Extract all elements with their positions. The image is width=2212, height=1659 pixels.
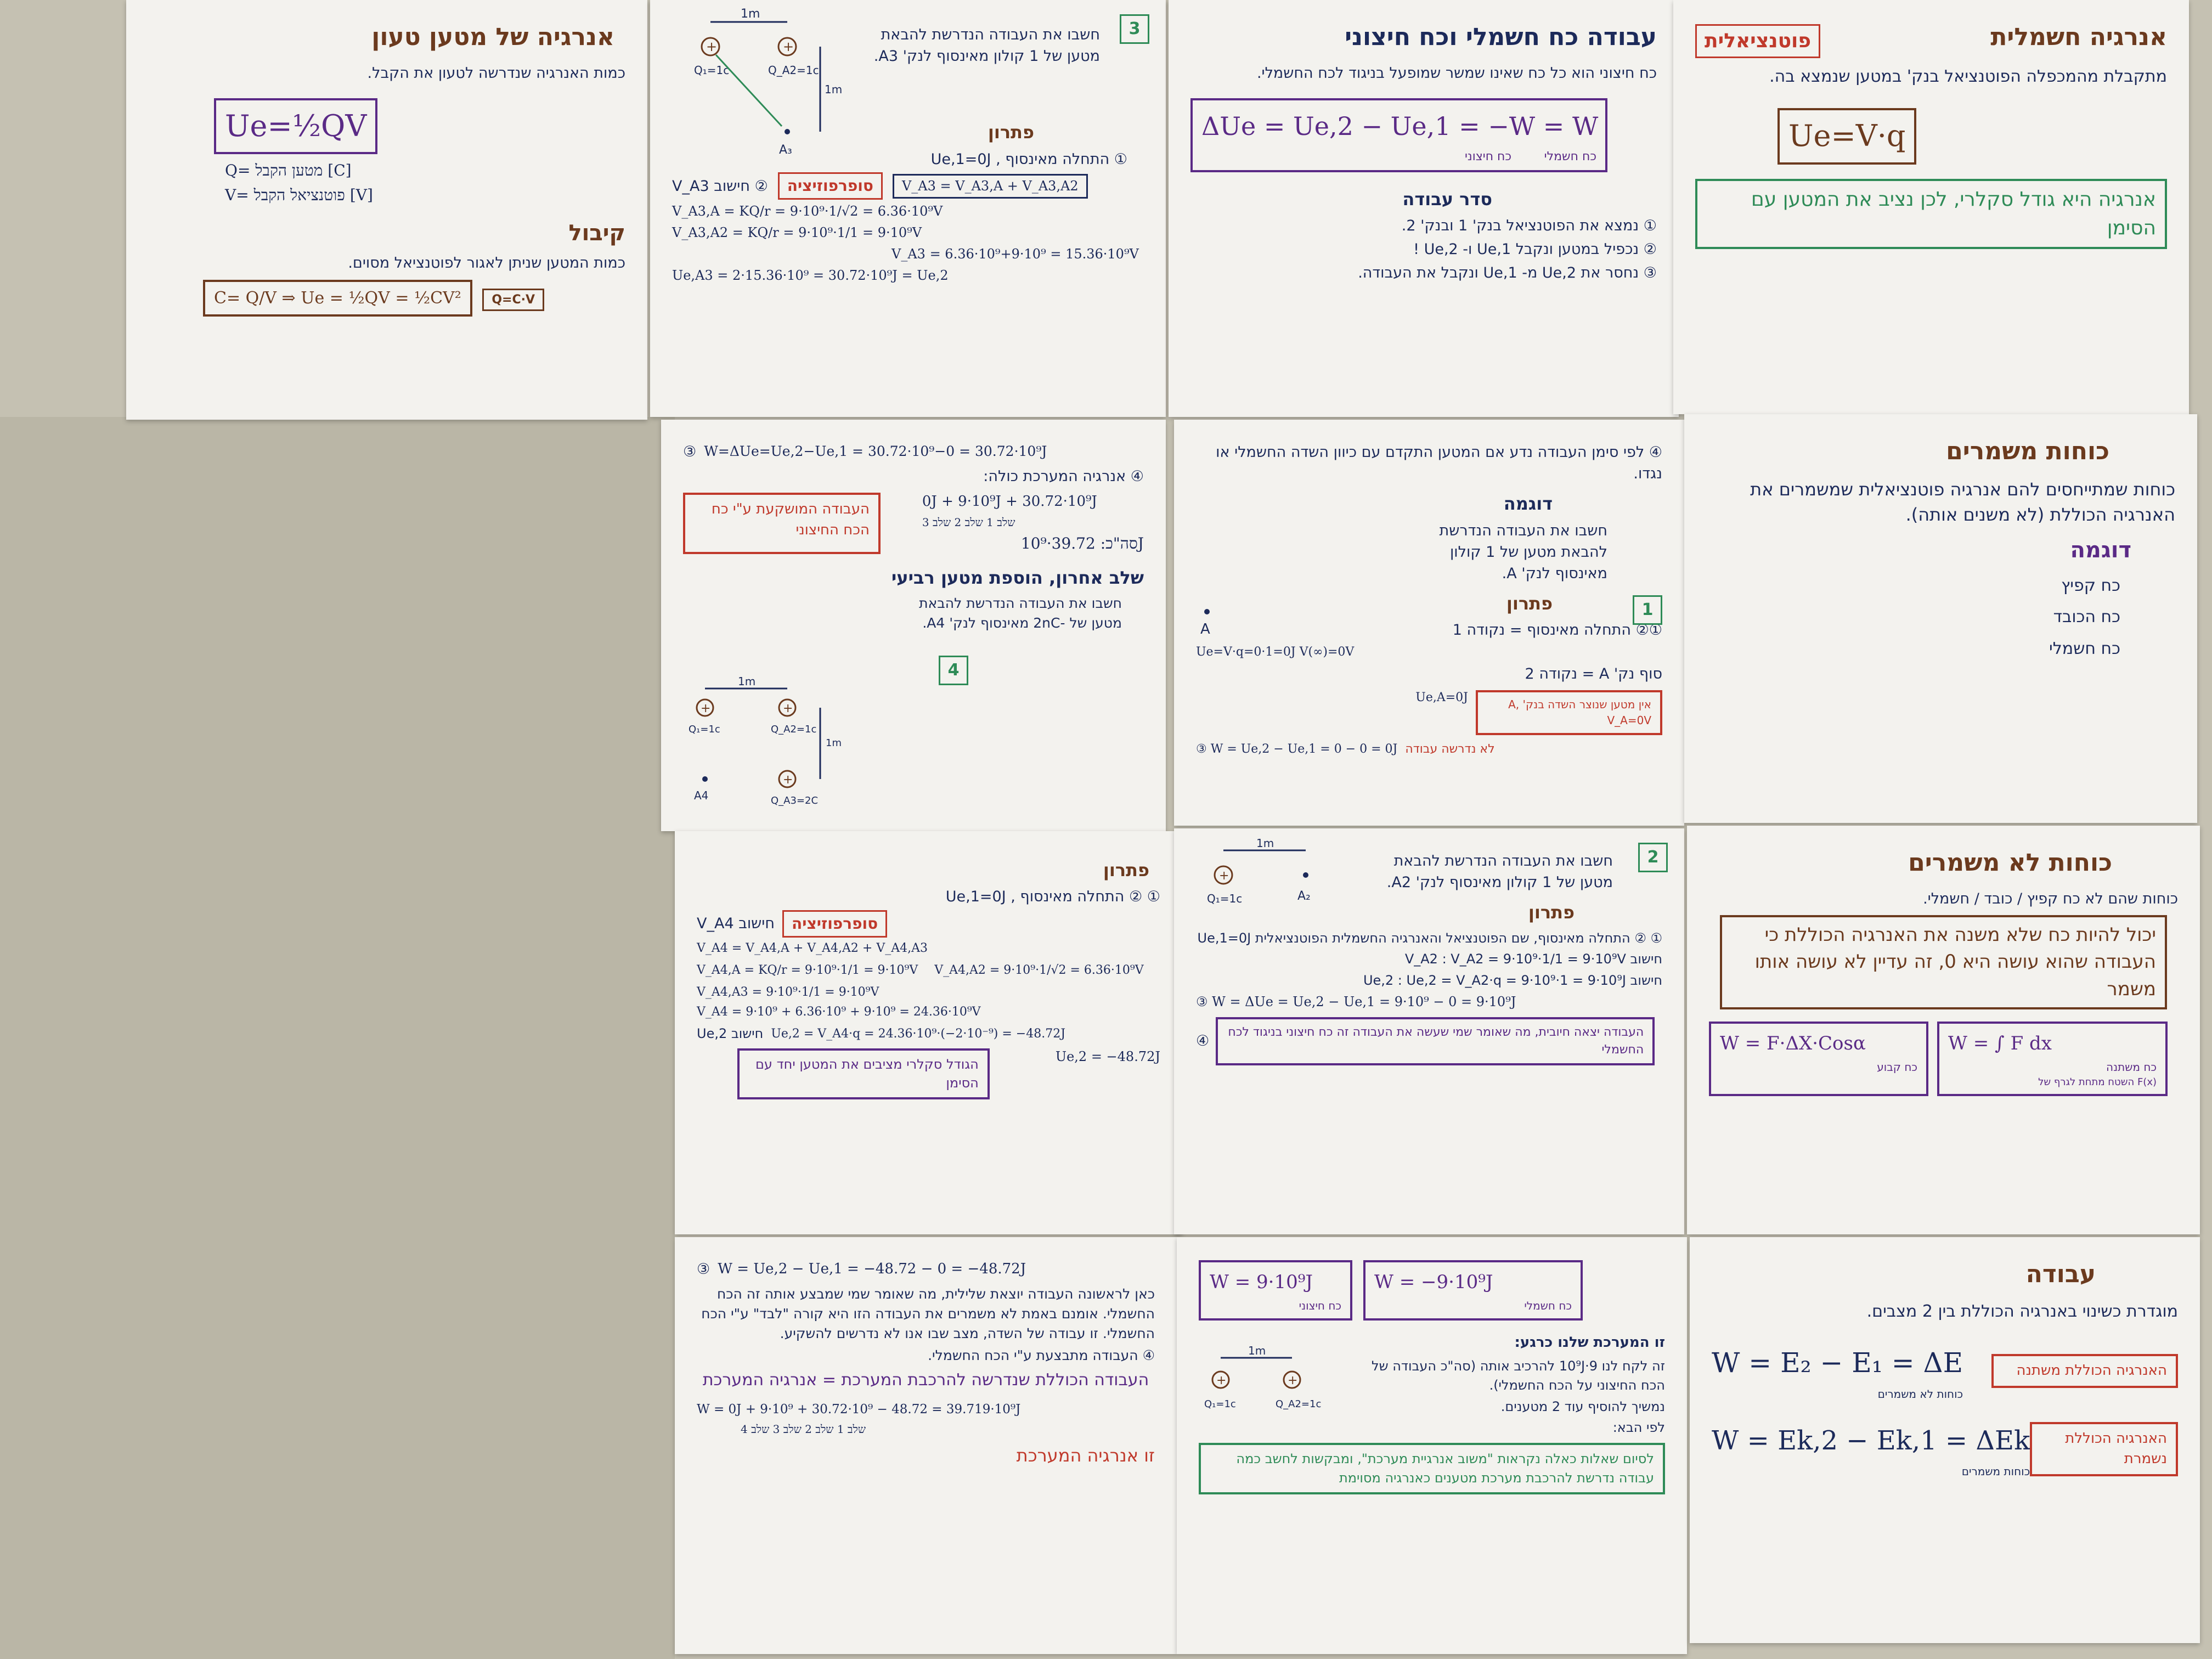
card-step-4 <box>661 420 1166 831</box>
card-text: ④ לפי סימן העבודה נדע אם המטען התקדם עם כיוון השדה החשמלי או נגדו. <box>1216 444 1662 483</box>
step-text: חישוב Ue,2 : Ue,2 = V_A2·q = 9·10⁹·1 = 9·10⁹J <box>1363 973 1662 989</box>
note-box: הגודל סקלרי מציבים את המטען יחד עם הסימן <box>737 1048 990 1100</box>
result-note: זו אנרגיה המערכת <box>1016 1444 1155 1466</box>
step-labels: שלב 1 שלב 2 שלב 3 שלב 4 <box>741 1422 866 1436</box>
card-capacitor-energy <box>126 0 647 420</box>
card-text: מוגדרת כשינוי באנרגיה הכוללת בין 2 מצבים. <box>1866 1301 2178 1321</box>
card-nonconservative-forces <box>1687 826 2200 1234</box>
example-number: 4 <box>939 656 968 685</box>
task-text: חשבו את העבודה הנדרשת להבאת מטען של 1 קולון מאינסוף לנק' A3. <box>873 26 1100 65</box>
card-text: כוחות שהם לא כח קפיץ / כובד / חשמלי. <box>1923 890 2178 907</box>
card-example-3 <box>650 0 1166 417</box>
card-solution-4 <box>675 831 1182 1234</box>
note-box: העבודה המושקעת ע"י כח הכח החיצוני <box>683 493 881 554</box>
formula: Ue=½QV <box>225 108 367 143</box>
formula-box <box>203 280 472 317</box>
plus-sign: + <box>1219 869 1229 883</box>
example-number: 1 <box>1633 595 1662 625</box>
point-label: A₃ <box>779 143 792 157</box>
card-text: זה לקח לנו 9·10⁹J להרכיב אותה (סה"כ העבודה של הכח החיצוני על הכח החשמלי). <box>1371 1358 1665 1393</box>
formula: Ue=V·q <box>1788 119 1906 154</box>
card-title: עבודה כח חשמלי וכח חיצוני <box>1345 23 1657 51</box>
plus-sign: + <box>783 39 794 54</box>
step-text: ④ אנרגיה המערכת כולה: <box>983 468 1144 486</box>
point-marker <box>702 776 708 782</box>
formula-note: השטח מתחת לגרף של F(x) <box>2038 1076 2157 1088</box>
step-text: ② חישוב V_A3 <box>672 177 768 195</box>
card-system-assembly <box>1177 1237 1687 1654</box>
subheading: פתרון <box>1506 593 1553 614</box>
card-example-1 <box>1174 420 1684 826</box>
result-note: לא נדרשה עבודה <box>1405 742 1495 756</box>
charge-label: Q₁=1c <box>1207 892 1243 905</box>
task-text: חשבו את העבודה הנדרשת להבאת מטען של 1 קולון מאינסוף לנק' A. <box>1439 522 1607 582</box>
card-text: כמות האנרגיה שנדרשה לטעון את הקבל. <box>367 64 625 82</box>
side-label: 1m <box>826 737 842 749</box>
point-diagram <box>1196 601 1229 645</box>
charge-diagram <box>1196 839 1339 933</box>
charge-label: Q_A2=1c <box>1276 1398 1322 1410</box>
formula-note: כח חשמלי <box>1524 1299 1572 1313</box>
plus-sign: + <box>783 702 793 715</box>
superposition-label: סופרפוזיציה <box>782 910 887 938</box>
plus-sign: + <box>701 702 711 715</box>
formula: Ue=V·q=0·1=0J V(∞)=0V <box>1196 645 1355 659</box>
list-item: כח הכובד <box>2053 607 2120 627</box>
formula: V_A4 = 9·10⁹ + 6.36·10⁹ + 9·10⁹ = 24.36·10⁹V <box>697 1005 981 1019</box>
formula: Ue,2 = V_A4·q = 24.36·10⁹·(−2·10⁻⁹) = −48.72J <box>771 1026 1066 1041</box>
formula-box <box>1937 1022 2168 1096</box>
formula: W = F·ΔX·Cosα <box>1720 1032 1866 1054</box>
charge-label: Q_A3=2C <box>771 795 819 806</box>
formula-note: כח קבוע <box>1877 1060 1917 1074</box>
formula-box <box>1709 1022 1928 1096</box>
formula-note: כח חיצוני <box>1299 1299 1341 1313</box>
formula: W = ∫ F dx <box>1948 1032 2052 1054</box>
distance-label: 1m <box>741 7 760 21</box>
plus-sign: + <box>1288 1374 1298 1387</box>
list-item: ② נכפיל במטען ונקבל Ue,1 ו- Ue,2 ! <box>1413 241 1657 258</box>
formula: V_A3,A = KQ/r = 9·10⁹·1/√2 = 6.36·10⁹V <box>672 204 943 219</box>
card-text: כאן לראשונה העבודה יוצאת שלילית, מה שאומר שמי שמבצע אותה זה הכח החשמלי. אומנם באמת לא משמרים את העבודה הזו היא קורה "לבד" ע"י הכח החשמלי. זו עבודה של השדה, מצב שבו אנו לא נדרשים להשקיע. <box>701 1285 1155 1342</box>
charge-diagram <box>672 5 843 170</box>
card-text: כוחות שמתייחסים להם אנרגיה פוטנציאלית שמשמרים את האנרגיה הכוללת (לא משנים אותה). <box>1750 478 2175 526</box>
formula-note: כח חשמלי <box>1544 149 1596 163</box>
distance-label: 1m <box>1256 837 1274 850</box>
formula: W = Ue,2 − Ue,1 = −48.72 − 0 = −48.72J <box>718 1261 1026 1277</box>
card-title: עבודה <box>2025 1260 2096 1288</box>
step-text: חישוב Ue,2 <box>697 1026 764 1042</box>
step-text: חישוב V_A4 <box>697 915 775 933</box>
formula-box <box>214 98 377 154</box>
charge-diagram <box>1199 1344 1325 1424</box>
definition: Q= מטען הקבל [C] <box>225 161 352 180</box>
list-item: ③ נחסר את Ue,2 מ- Ue,1 ונקבל את העבודה. <box>1358 264 1657 282</box>
step-text: סוף נק' A = נקודה 2 <box>1525 665 1662 682</box>
step-text: ① התחלה מאינסוף , Ue,1=0J <box>930 150 1127 168</box>
card-work <box>1690 1237 2200 1643</box>
charge-label: Q₁=1c <box>694 64 730 77</box>
card-text: כח חיצוני הוא כל כח שאינו שמשר שמופעל בניגוד לכח החשמלי. <box>1256 64 1657 82</box>
formula: V_A4,A = KQ/r = 9·10⁹·1/1 = 9·10⁹V <box>697 963 918 978</box>
example-number: 3 <box>1120 14 1149 44</box>
subheading: פתרון <box>988 122 1034 143</box>
formula-box <box>1778 108 1916 164</box>
formula: W=ΔUe=Ue,2−Ue,1 = 30.72·10⁹−0 = 30.72·10⁹J <box>704 443 1047 459</box>
side-label: 1m <box>825 83 843 96</box>
formula-note: Q=C·V <box>482 289 544 312</box>
point-marker <box>785 129 790 134</box>
charge-label: Q_A2=1c <box>768 64 819 77</box>
distance-label: 1m <box>1248 1344 1266 1357</box>
card-electric-energy <box>1673 0 2189 414</box>
step-number: ④ <box>1196 1032 1210 1050</box>
list-item: ① נמצא את הפוטנציאל בנק' 1 ובנק' 2. <box>1401 217 1657 234</box>
formula-box <box>1190 98 1607 172</box>
formula-note: כח חיצוני <box>1465 149 1512 163</box>
card-title: אנרגיה של מטען טעון <box>371 23 614 51</box>
formula: V_A3 = V_A3,A + V_A3,A2 <box>893 174 1088 199</box>
point-label: A4 <box>694 789 709 802</box>
formula: Ue,A3 = 2·15.36·10⁹ = 30.72·10⁹J = Ue,2 <box>672 267 949 283</box>
point-marker <box>1303 872 1308 878</box>
formula: V_A3,A2 = KQ/r = 9·10⁹·1/1 = 9·10⁹V <box>672 225 922 241</box>
card-text: לפי הבא: <box>1612 1420 1665 1436</box>
note-box: יכול להיות כח שלא משנה את האנרגיה הכוללת כי העבודה שהוא עושה היא 0, זה עדיין לא עושה אותו משמר <box>1720 915 2167 1009</box>
superposition-label: סופרפוזיציה <box>778 172 883 200</box>
subheading: דוגמה <box>2070 537 2131 563</box>
subheading: שלב אחרון, הוספת מטען רביעי <box>891 567 1144 588</box>
formula-note: כוחות משמרים <box>1961 1464 2030 1478</box>
formula: ③ W = Ue,2 − Ue,1 = 0 − 0 = 0J <box>1196 742 1398 756</box>
formula-note: כח משתנה <box>2106 1060 2157 1074</box>
subheading: פתרון <box>1528 902 1575 923</box>
subheading: סדר עבודה <box>1402 188 1492 210</box>
work-box <box>1199 1260 1352 1321</box>
note-box: אנרגיה היא גודל סקלרי, לכן נציב את המטען עם הסימן <box>1695 179 2167 249</box>
example-number: 2 <box>1638 843 1668 872</box>
plus-sign: + <box>1216 1374 1227 1387</box>
examples-list <box>1706 574 2120 661</box>
card-title: כוחות לא משמרים <box>1908 849 2112 877</box>
step-text: חישוב V_A2 : V_A2 = 9·10⁹·1/1 = 9·10⁹V <box>1404 951 1662 967</box>
card-text: נמשיך להוסיף עוד 2 מטענים. <box>1500 1398 1665 1414</box>
definition: V= פוטנציאל הקבל [V] <box>225 185 373 204</box>
note-box: האנרגיה הכוללת משתנה <box>1991 1354 2178 1388</box>
formula: Ue,A=0J <box>1415 690 1468 704</box>
list-item: כח חשמלי <box>2049 639 2120 658</box>
step-number: ③ <box>683 443 697 460</box>
subheading: פתרון <box>1103 860 1149 881</box>
step-text: ①② התחלה מאינסוף = נקודה 1 <box>1452 622 1662 639</box>
note-box: העבודה יצאה חיובית, מה שאומר שמי שעשה את העבודה זה כח חיצוני בניגוד לכח החשמלי <box>1216 1017 1655 1065</box>
card-work-forces <box>1169 0 1679 417</box>
task-text: חשבו את העבודה הנדרשת להבאת מטען של -2nC מאינסוף לנק' A4. <box>919 595 1122 631</box>
formula: ΔUe = Ue,2 − Ue,1 = −W = W <box>1201 111 1599 141</box>
formula: W = E₂ − E₁ = ΔE <box>1712 1347 1963 1379</box>
formula: ③ W = ΔUe = Ue,2 − Ue,1 = 9·10⁹ − 0 = 9·10⁹J <box>1196 994 1516 1010</box>
formula-note: כוחות לא משמרים <box>1877 1387 1963 1401</box>
note-box: אין מטען שנוצר השדה בנק' A, V_A=0V <box>1476 690 1662 735</box>
formula: V_A4,A2 = 9·10⁹·1/√2 = 6.36·10⁹V <box>934 963 1144 978</box>
total: סה"כ: 39.72·10⁹J <box>1020 534 1144 553</box>
subheading: דוגמה <box>1503 493 1553 515</box>
card-example-2 <box>1174 828 1684 1234</box>
step-text: ① ② התחלה מאינסוף , Ue,1=0J <box>945 888 1160 906</box>
title-badge: פוטנציאלית <box>1695 24 1820 58</box>
step-labels: שלב 1 שלב 2 שלב 3 <box>922 516 1015 529</box>
formula: 0J + 9·10⁹J + 30.72·10⁹J <box>922 493 1097 510</box>
note-box: לסיום שאלות כאלה נקראות "משוב אנרגיית מערכת", ומבקשות לחשב כמה עבודה נדרשת להרכבת מערכת מטענים כאנרגיה מסוימת <box>1199 1443 1665 1494</box>
charge-label: Q₁=1c <box>1204 1398 1236 1410</box>
subheading: קיבול <box>568 221 625 246</box>
charge-label: Q_A2=1c <box>771 724 817 735</box>
task-text: חשבו את העבודה הנדרשת להבאת מטען של 1 קולון מאינסוף לנק' A2. <box>1386 853 1613 891</box>
card-text: ④ העבודה מתבצעת ע"י הכח החשמלי. <box>928 1347 1155 1364</box>
charge-label: Q₁=1c <box>689 724 720 735</box>
formula: V_A4 = V_A4,A + V_A4,A2 + V_A4,A3 <box>697 941 928 956</box>
steps-list <box>1190 215 1657 284</box>
formula: V_A3 = 6.36·10⁹+9·10⁹ = 15.36·10⁹V <box>891 246 1139 262</box>
distance-label: 1m <box>738 675 756 688</box>
note-box: האנרגיה הכוללת נשמרת <box>2030 1422 2178 1476</box>
subheading: זו המערכת שלנו כרגע: <box>1514 1334 1665 1351</box>
card-text: מתקבלת מהמכפלה הפוטנציאל בנק' במטען שנמצא בה. <box>1769 66 2167 86</box>
formula: V_A4,A3 = 9·10⁹·1/1 = 9·10⁹V <box>697 985 879 999</box>
card-negative-work <box>675 1237 1177 1654</box>
list-item: כח קפיץ <box>2061 575 2120 595</box>
charge-diagram <box>678 675 864 820</box>
card-text: העבודה הכוללת שנדרשה להרכבת המערכת = אנרגיה המערכת <box>702 1370 1149 1390</box>
formula: W = −9·10⁹J <box>1374 1271 1493 1293</box>
point-label: A <box>1200 621 1210 637</box>
plus-sign: + <box>706 39 718 54</box>
point-marker <box>1204 609 1210 614</box>
card-title: כוחות משמרים <box>1946 437 2109 465</box>
formula: W = Ek,2 − Ek,1 = ΔEk <box>1712 1425 2030 1457</box>
table-surface <box>0 417 675 1659</box>
formula: Ue,2 = −48.72J <box>1055 1048 1160 1064</box>
step-number: ③ <box>697 1261 710 1278</box>
work-box <box>1363 1260 1583 1321</box>
card-text: כמות המטען שניתן לאגור לפוטנציאל מסוים. <box>348 255 625 272</box>
card-conservative-forces <box>1684 414 2197 823</box>
plus-sign: + <box>783 773 793 787</box>
step-text: ① ② התחלה מאינסוף, שם הפוטנציאל והאנרגיה החשמלית הפוטנציאלית Ue,1=0J <box>1197 930 1662 946</box>
card-title: אנרגיה חשמלית <box>1990 23 2167 51</box>
formula: W = 0J + 9·10⁹ + 30.72·10⁹ − 48.72 = 39.719·10⁹J <box>697 1402 1021 1417</box>
formula: C= Q/V ⇒ Ue = ½QV = ½CV² <box>214 288 461 308</box>
formula: W = 9·10⁹J <box>1210 1271 1313 1293</box>
point-label: A₂ <box>1297 889 1311 903</box>
